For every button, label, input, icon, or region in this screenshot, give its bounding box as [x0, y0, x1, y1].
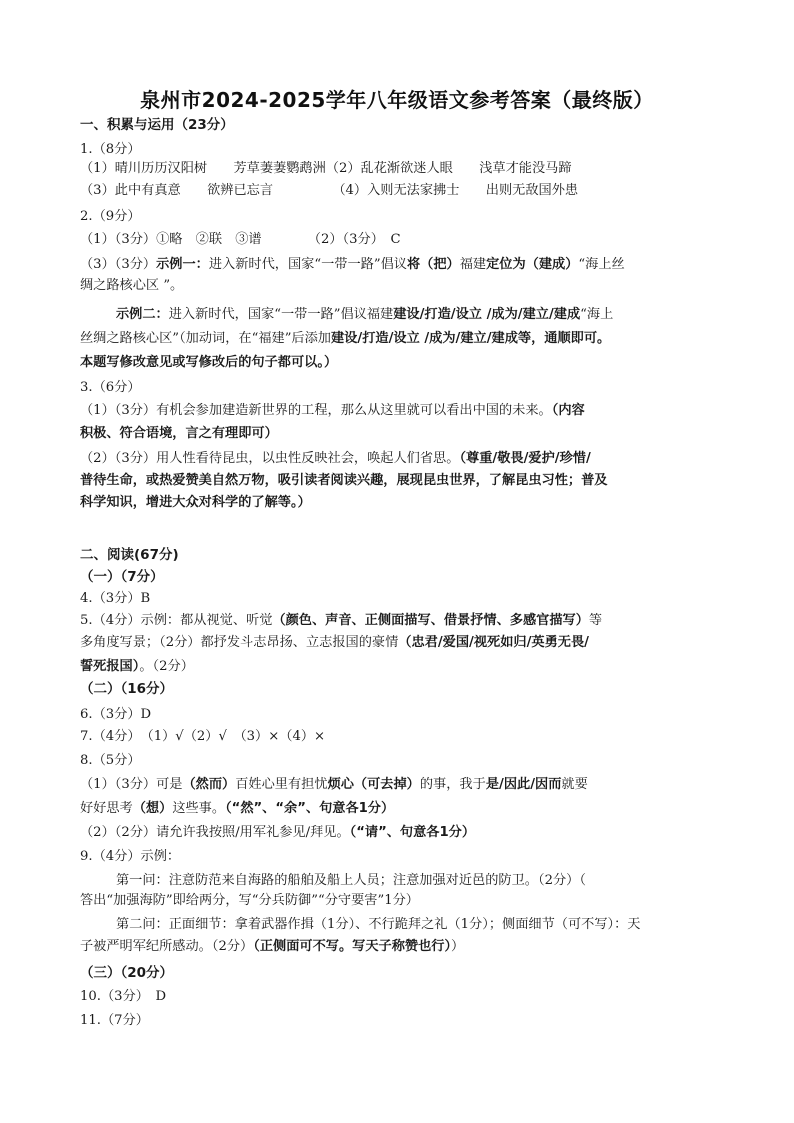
bold-text: 建设/打造/设立 /成为/建立/建成等，通顺即可。: [331, 331, 611, 346]
text-line: （3）此中有真意 欲辨已忘言 （4）入则无法家拂士 出则无敌国外患: [80, 183, 579, 198]
text-line: 第一问：注意防范来自海路的船舶及船上人员；注意加强对近邑的防卫。（2分）（: [116, 873, 586, 888]
text-line: 11.（7分）: [80, 1013, 149, 1028]
bold-text: 示例一：: [156, 257, 209, 272]
bold-text: （想）: [132, 801, 173, 816]
bold-text: 烦心（可去掉）: [327, 777, 420, 792]
text-line: （一）（7分）: [80, 569, 164, 585]
bold-text: （忠君/爱国/视死如归/英勇无畏/: [398, 635, 589, 650]
text-span: 进入新时代，国家“一带一路”倡议: [208, 257, 407, 272]
page-title: 泉州市2024-2025学年八年级语文参考答案（最终版）: [140, 88, 654, 112]
text-line: 第二问：正面细节：拿着武器作揖（1分）、不行跪拜之礼（1分）；侧面细节（可不写）：天: [116, 917, 641, 932]
text-line: 本题写修改意见或写修改后的句子都可以。）: [80, 355, 338, 370]
text-span: （2）（3分）用人性看待昆虫，以虫性反映社会，唤起人们省思。: [80, 451, 460, 466]
text-line: [80, 938, 464, 956]
text-line: （二）（16分）: [80, 681, 174, 697]
text-span: 5.（4分）示例：都从视觉、听觉: [80, 613, 273, 628]
text-line: 9.（4分）示例：: [80, 849, 181, 864]
text-line: 绸之路核心区 ”。: [80, 278, 184, 293]
text-line: 积极、符合语境，言之有理即可）: [80, 426, 278, 441]
text-line: 答出“加强海防”即给两分，写“分兵防御”“分守要害”1分）: [80, 893, 419, 908]
bold-text: 誓死报国）: [80, 659, 140, 674]
text-line: [80, 450, 591, 468]
bold-text: 定位为（建成）: [486, 257, 579, 272]
text-span: 丝绸之路核心区”（加动词，在“福建”后添加: [80, 331, 331, 346]
text-span: 。（2分）: [139, 659, 194, 674]
text-line: [80, 330, 610, 348]
text-span: （3）（3分）: [80, 257, 157, 272]
text-span: 好好思考: [80, 801, 133, 816]
text-line: 6.（3分）D: [80, 707, 152, 722]
text-span: 百姓心里有担忧: [235, 777, 328, 792]
text-span: 的事，我于: [419, 777, 486, 792]
text-span: 等: [588, 613, 603, 628]
text-span: 这些事。: [172, 801, 226, 816]
text-line: [80, 402, 585, 420]
bold-text: 是/因此/因而: [485, 777, 562, 792]
text-line: [80, 634, 589, 652]
text-line: 1.（8分）: [80, 142, 141, 157]
text-line: 二、阅读(67分): [80, 547, 179, 563]
text-span: （1）（3分）有机会参加建造新世界的工程，那么从这里就可以看出中国的未来。: [80, 403, 552, 418]
text-span: 子被严明军纪所感动。（2分）: [80, 939, 254, 954]
text-span: 福建: [459, 257, 487, 272]
text-span: 进入新时代，国家“一带一路”倡议福建: [168, 307, 394, 322]
bold-text: （“请”、句意各1分）: [349, 825, 476, 840]
text-span: 就要: [561, 777, 588, 792]
text-span: “海上丝: [578, 257, 625, 272]
text-line: 科学知识，增进大众对科学的了解等。）: [80, 495, 311, 510]
text-line: 4.（3分）B: [80, 591, 151, 606]
text-span: （2）（2分）请允许我按照/用军礼参见/拜见。: [80, 825, 350, 840]
bold-text: （然而）: [182, 777, 236, 792]
bold-text: （尊重/敬畏/爱护/珍惜/: [459, 451, 591, 466]
text-line: 8.（5分）: [80, 753, 141, 768]
bold-text: 将（把）: [406, 257, 460, 272]
text-line: （1）（3分）①略 ②联 ③谱 （2）（3分） C: [80, 232, 401, 247]
text-line: [80, 800, 394, 818]
text-span: 多角度写景；（2分）都抒发斗志昂扬、立志报国的豪情: [80, 635, 399, 650]
text-line: [80, 824, 475, 842]
bold-text: （“然”、“余”、句意各1分）: [225, 801, 395, 816]
bold-text: （颜色、声音、正侧面描写、借景抒情、多感官描写）: [272, 613, 589, 628]
text-line: [80, 658, 194, 676]
text-line: 7.（4分） （1）√（2）√ （3）×（4）×: [80, 729, 326, 744]
text-line: [116, 306, 613, 324]
text-span: “海上: [580, 307, 614, 322]
text-line: （1）晴川历历汉阳树 芳草萋萋鹦鹉洲（2）乱花渐欲迷人眼 浅草才能没马蹄: [80, 161, 572, 176]
text-line: 10.（3分） D: [80, 989, 167, 1004]
text-line: 普待生命，或热爱赞美自然万物，吸引读者阅读兴趣，展现昆虫世界，了解昆虫习性；普及: [80, 473, 608, 488]
text-line: 3.（6分）: [80, 380, 141, 395]
bold-text: （内容: [551, 403, 585, 418]
bold-text: （正侧面可不写。写天子称赞也行）: [253, 939, 452, 954]
text-span: （1）（3分）可是: [80, 777, 183, 792]
text-line: 一、积累与运用（23分）: [80, 117, 234, 133]
text-span: ）: [451, 939, 465, 954]
text-line: [80, 256, 625, 274]
bold-text: 建设/打造/设立 /成为/建立/建成: [393, 307, 581, 322]
text-line: [80, 612, 602, 630]
text-line: [80, 776, 588, 794]
text-line: 2.（9分）: [80, 209, 141, 224]
bold-text: 示例二：: [116, 307, 169, 322]
text-line: （三）（20分）: [80, 965, 174, 981]
